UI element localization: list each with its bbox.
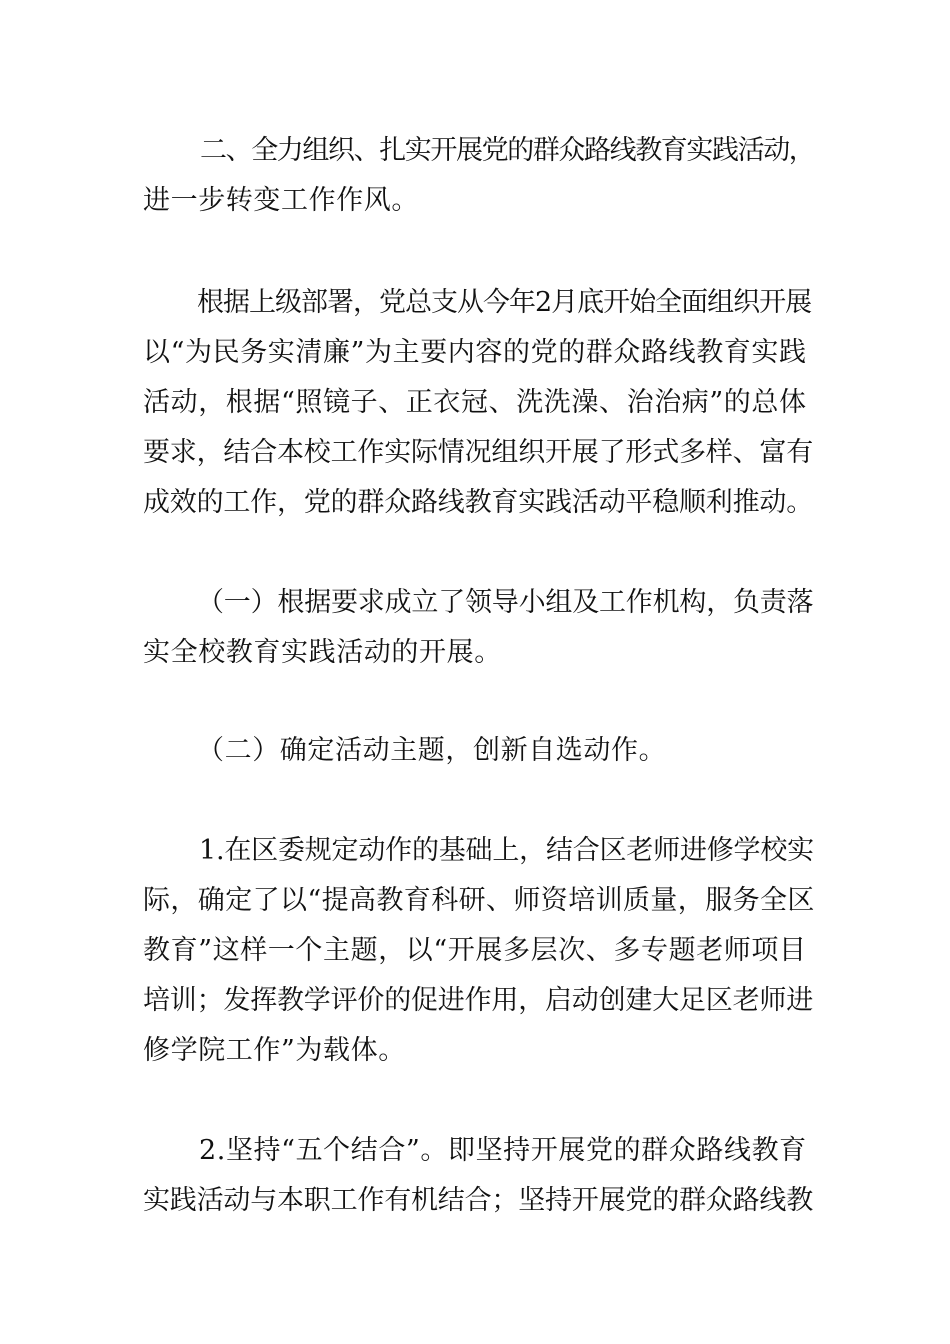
paragraph-line: 活动，根据“照镜子、正衣冠、洗洗澡、治治病”的总体: [143, 387, 807, 418]
paragraph-line: 要求，结合本校工作实际情况组织开展了形式多样、富有: [143, 437, 813, 468]
paragraph-line: 1.在区委规定动作的基础上，结合区老师进修学校实: [199, 835, 814, 866]
paragraph-line: 进一步转变工作作风。: [143, 185, 419, 216]
paragraph-line: 实践活动与本职工作有机结合；坚持开展党的群众路线教: [143, 1185, 813, 1216]
paragraph-line: 修学院工作”为载体。: [143, 1035, 406, 1066]
paragraph-line: 际，确定了以“提高教育科研、师资培训质量，服务全区: [143, 885, 815, 916]
paragraph-line: 2.坚持“五个结合”。即坚持开展党的群众路线教育: [199, 1135, 807, 1166]
paragraph-line: 成效的工作，党的群众路线教育实践活动平稳顺利推动。: [143, 487, 813, 518]
paragraph-line: 培训；发挥教学评价的促进作用，启动创建大足区老师进: [143, 985, 813, 1016]
paragraph-line: 根据上级部署，党总支从今年2月底开始全面组织开展: [197, 287, 812, 318]
paragraph-line: 实全校教育实践活动的开展。: [143, 637, 502, 668]
paragraph-line: 以“为民务实清廉”为主要内容的党的群众路线教育实践: [143, 337, 807, 368]
paragraph-line: 二、全力组织、扎实开展党的群众路线教育实践活动，: [200, 135, 815, 166]
paragraph-line: （一）根据要求成立了领导小组及工作机构，负责落: [197, 587, 814, 618]
paragraph-line: 教育”这样一个主题，以“开展多层次、多专题老师项目: [143, 935, 807, 966]
paragraph-line: （二）确定活动主题，创新自选动作。: [197, 735, 667, 766]
